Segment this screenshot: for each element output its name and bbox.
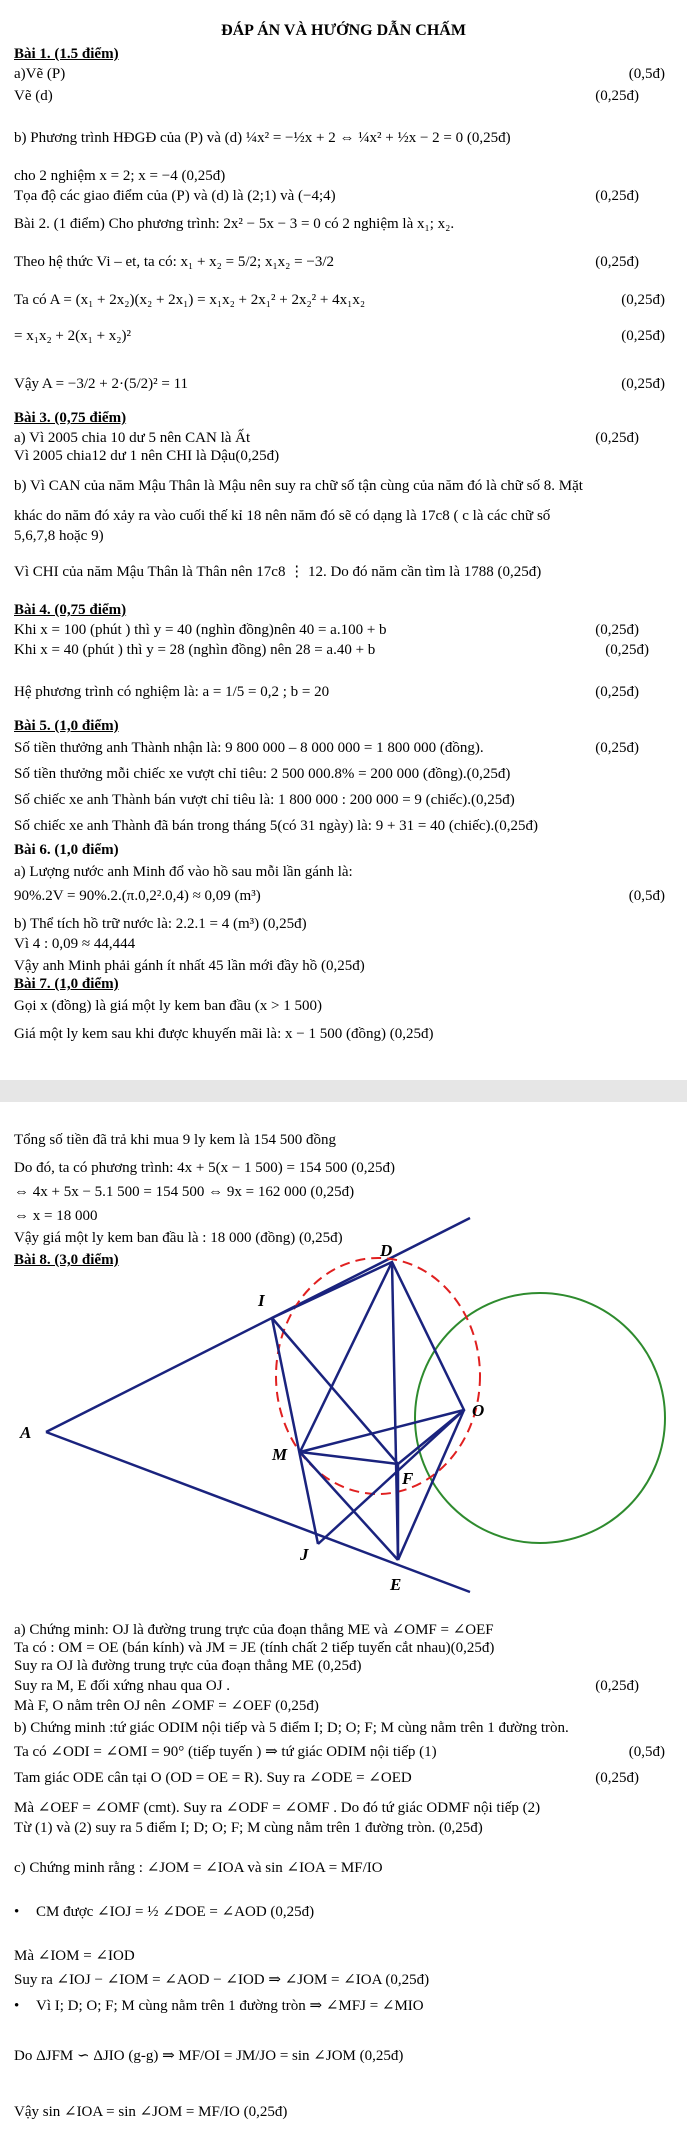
score-label: (0,25đ): [595, 254, 639, 270]
score-label: (0,25đ): [595, 188, 639, 204]
score-label: (0,25đ): [621, 328, 665, 344]
section-3-heading: Bài 3. (0,75 điểm): [14, 410, 127, 426]
text-line: Do ΔJFM ∽ ΔJIO (g-g) ⇒ MF/OI = JM/JO = sin ∠JOM (0,25đ): [14, 2048, 404, 2064]
text-line: CM được ∠IOJ = ½ ∠DOE = ∠AOD (0,25đ): [36, 1904, 315, 1920]
label-D: D: [380, 1241, 393, 1260]
segment-JO: [318, 1410, 464, 1544]
text-line: a) Vì 2005 chia 10 dư 5 nên CAN là Ất: [14, 430, 251, 446]
score-label: (0,25đ): [595, 430, 639, 446]
text-line: Giá một ly kem sau khi được khuyến mãi là: x − 1 500 (đồng) (0,25đ): [14, 1026, 434, 1042]
section-1-heading: Bài 1. (1.5 điểm): [14, 46, 119, 62]
text-line: Do đó, ta có phương trình: 4x + 5(x − 1 500) = 154 500 (0,25đ): [14, 1160, 395, 1176]
text-line: Mà ∠IOM = ∠IOD: [14, 1948, 135, 1964]
score-label: (0,5đ): [628, 888, 665, 904]
text-line: b) Thể tích hồ trữ nước là: 2.2.1 = 4 (m³) (0,25đ): [14, 916, 307, 932]
score-label: (0,25đ): [595, 740, 639, 756]
label-O: O: [472, 1401, 485, 1420]
text-line: Vậy A = −3/2 + 2·(5/2)² = 11: [14, 376, 189, 392]
text-line: Số chiếc xe anh Thành đã bán trong tháng 5(có 31 ngày) là: 9 + 31 = 40 (chiếc).(0,25đ): [14, 818, 538, 834]
text-line: ⇔ x = 18 000: [14, 1208, 98, 1224]
text-line: Vậy sin ∠IOA = sin ∠JOM = MF/IO (0,25đ): [14, 2104, 288, 2120]
text-line: a) Chứng minh: OJ là đường trung trực của đoạn thẳng ME và ∠OMF = ∠OEF: [14, 1622, 494, 1638]
text-line: Vì I; D; O; F; M cùng nằm trên 1 đường tròn ⇒ ∠MFJ = ∠MIO: [36, 1998, 424, 2014]
text-line: Ta có : OM = OE (bán kính) và JM = JE (tính chất 2 tiếp tuyến cắt nhau)(0,25đ): [14, 1640, 495, 1656]
label-A: A: [20, 1423, 32, 1442]
text-line: Tam giác ODE cân tại O (OD = OE = R). Suy ra ∠ODE = ∠OED: [14, 1770, 412, 1786]
section-7-heading: Bài 7. (1,0 điểm): [14, 976, 119, 992]
label-E: E: [390, 1575, 402, 1594]
score-label: (0,25đ): [595, 1770, 639, 1786]
text-line: ⇔ 4x + 5x − 5.1 500 = 154 500 ⇔ 9x = 162 000 (0,25đ): [14, 1184, 355, 1200]
text-line: Khi x = 100 (phút ) thì y = 40 (nghìn đồng)nên 40 = a.100 + b: [14, 622, 387, 638]
bullet: •: [14, 1998, 20, 2014]
text-line: Số tiền thưởng mỗi chiếc xe vượt chỉ tiêu: 2 500 000.8% = 200 000 (đồng).(0,25đ): [14, 766, 511, 782]
text-line: Ta có ∠ODI = ∠OMI = 90° (tiếp tuyến ) ⇒ tứ giác ODIM nội tiếp (1): [14, 1744, 437, 1760]
text-line: a)Vẽ (P): [14, 66, 66, 82]
section-8-heading: Bài 8. (3,0 điểm): [14, 1252, 119, 1268]
section-6-heading: Bài 6. (1,0 điểm): [14, 842, 119, 858]
score-label: (0,25đ): [595, 622, 639, 638]
text-line: = x₁x₂ + 2(x₁ + x₂)²: [14, 328, 132, 344]
text-line: Số chiếc xe anh Thành bán vượt chỉ tiêu là: 1 800 000 : 200 000 = 9 (chiếc).(0,25đ): [14, 792, 515, 808]
text-line: Tọa độ các giao điểm của (P) và (d) là (2;1) và (−4;4): [14, 188, 336, 204]
page-title: ĐÁP ÁN VÀ HƯỚNG DẪN CHẤM: [221, 22, 466, 39]
text-line: Suy ra M, E đối xứng nhau qua OJ .: [14, 1678, 231, 1694]
label-F: F: [402, 1469, 414, 1488]
section-4-heading: Bài 4. (0,75 điểm): [14, 602, 127, 618]
text-line: c) Chứng minh rằng : ∠JOM = ∠IOA và sin ∠IOA = MF/IO: [14, 1860, 383, 1876]
text-line: Hệ phương trình có nghiệm là: a = 1/5 = 0,2 ; b = 20: [14, 684, 330, 700]
text-line: 5,6,7,8 hoặc 9): [14, 528, 104, 544]
text-line: a) Lượng nước anh Minh đổ vào hồ sau mỗi lần gánh là:: [14, 864, 353, 880]
section-5-heading: Bài 5. (1,0 điểm): [14, 718, 119, 734]
tangent-line-AD: [46, 1218, 470, 1432]
text-line: Gọi x (đồng) là giá một ly kem ban đầu (x > 1 500): [14, 998, 322, 1014]
score-label: (0,25đ): [621, 376, 665, 392]
score-label: (0,5đ): [628, 66, 665, 82]
text-line: Suy ra ∠IOJ − ∠IOM = ∠AOD − ∠IOD ⇒ ∠JOM = ∠IOA (0,25đ): [14, 1972, 430, 1988]
segment-DM: [300, 1262, 392, 1452]
score-label: (0,25đ): [605, 642, 649, 658]
text-line: Từ (1) và (2) suy ra 5 điểm I; D; O; F; M cùng nằm trên 1 đường tròn. (0,25đ): [14, 1820, 483, 1836]
section-2-heading: Bài 2. (1 điểm) Cho phương trình: 2x² − 5x − 3 = 0 có 2 nghiệm là x₁; x₂.: [14, 216, 455, 232]
text-line: 90%.2V = 90%.2.(π.0,2².0,4) ≈ 0,09 (m³): [14, 888, 261, 904]
text-line: b) Vì CAN của năm Mậu Thân là Mậu nên suy ra chữ số tận cùng của năm đó là chữ số 8. Mặt: [14, 478, 583, 494]
text-line: Suy ra OJ là đường trung trực của đoạn thẳng ME (0,25đ): [14, 1658, 362, 1674]
text-line: Theo hệ thức Vi – et, ta có: x₁ + x₂ = 5/2; x₁x₂ = −3/2: [14, 254, 334, 270]
text-line: Số tiền thưởng anh Thành nhận là: 9 800 000 – 8 000 000 = 1 800 000 (đồng).: [14, 740, 484, 756]
score-label: (0,25đ): [595, 88, 639, 104]
label-I: I: [258, 1291, 265, 1310]
text-line: Vậy anh Minh phải gánh ít nhất 45 lần mới đầy hồ (0,25đ): [14, 958, 365, 974]
segment-MF: [300, 1452, 398, 1464]
text-line: cho 2 nghiệm x = 2; x = −4 (0,25đ): [14, 168, 226, 184]
text-line: Ta có A = (x₁ + 2x₂)(x₂ + 2x₁) = x₁x₂ + 2x₁² + 2x₂² + 4x₁x₂: [14, 292, 366, 308]
text-line: Mà ∠OEF = ∠OMF (cmt). Suy ra ∠ODF = ∠OMF . Do đó tứ giác ODMF nội tiếp (2): [14, 1800, 541, 1816]
text-line: Tổng số tiền đã trả khi mua 9 ly kem là 154 500 đồng: [14, 1132, 337, 1148]
text-line: b) Chứng minh :tứ giác ODIM nội tiếp và 5 điểm I; D; O; F; M cùng nằm trên 1 đường tròn.: [14, 1720, 569, 1736]
text-line: Vậy giá một ly kem ban đầu là : 18 000 (đồng) (0,25đ): [14, 1230, 343, 1246]
bullet: •: [14, 1904, 20, 1920]
text-line: Mà F, O nằm trên OJ nên ∠OMF = ∠OEF (0,25đ): [14, 1698, 319, 1714]
segment-ME: [300, 1452, 398, 1560]
text-line: Khi x = 40 (phút ) thì y = 28 (nghìn đồng) nên 28 = a.40 + b: [14, 642, 376, 658]
label-J: J: [300, 1545, 309, 1564]
score-label: (0,5đ): [628, 1744, 665, 1760]
text-line: Vì 4 : 0,09 ≈ 44,444: [14, 936, 136, 952]
text-line: Vì CHI của năm Mậu Thân là Thân nên 17c8 ⋮ 12. Do đó năm cần tìm là 1788 (0,25đ): [14, 564, 542, 580]
score-label: (0,25đ): [595, 684, 639, 700]
label-M: M: [272, 1445, 288, 1464]
text-line: khác do năm đó xảy ra vào cuối thế kỉ 18 nên năm đó sẽ có dạng là 17c8 ( c là các chữ số: [14, 508, 551, 524]
text-line: Vì 2005 chia12 dư 1 nên CHI là Dậu(0,25đ): [14, 448, 280, 464]
score-label: (0,25đ): [621, 292, 665, 308]
text-line: b) Phương trình HĐGĐ của (P) và (d) ¼x² = −½x + 2 ⇔ ¼x² + ½x − 2 = 0 (0,25đ): [14, 130, 511, 146]
score-label: (0,25đ): [595, 1678, 639, 1694]
text-line: Vẽ (d): [14, 88, 53, 104]
